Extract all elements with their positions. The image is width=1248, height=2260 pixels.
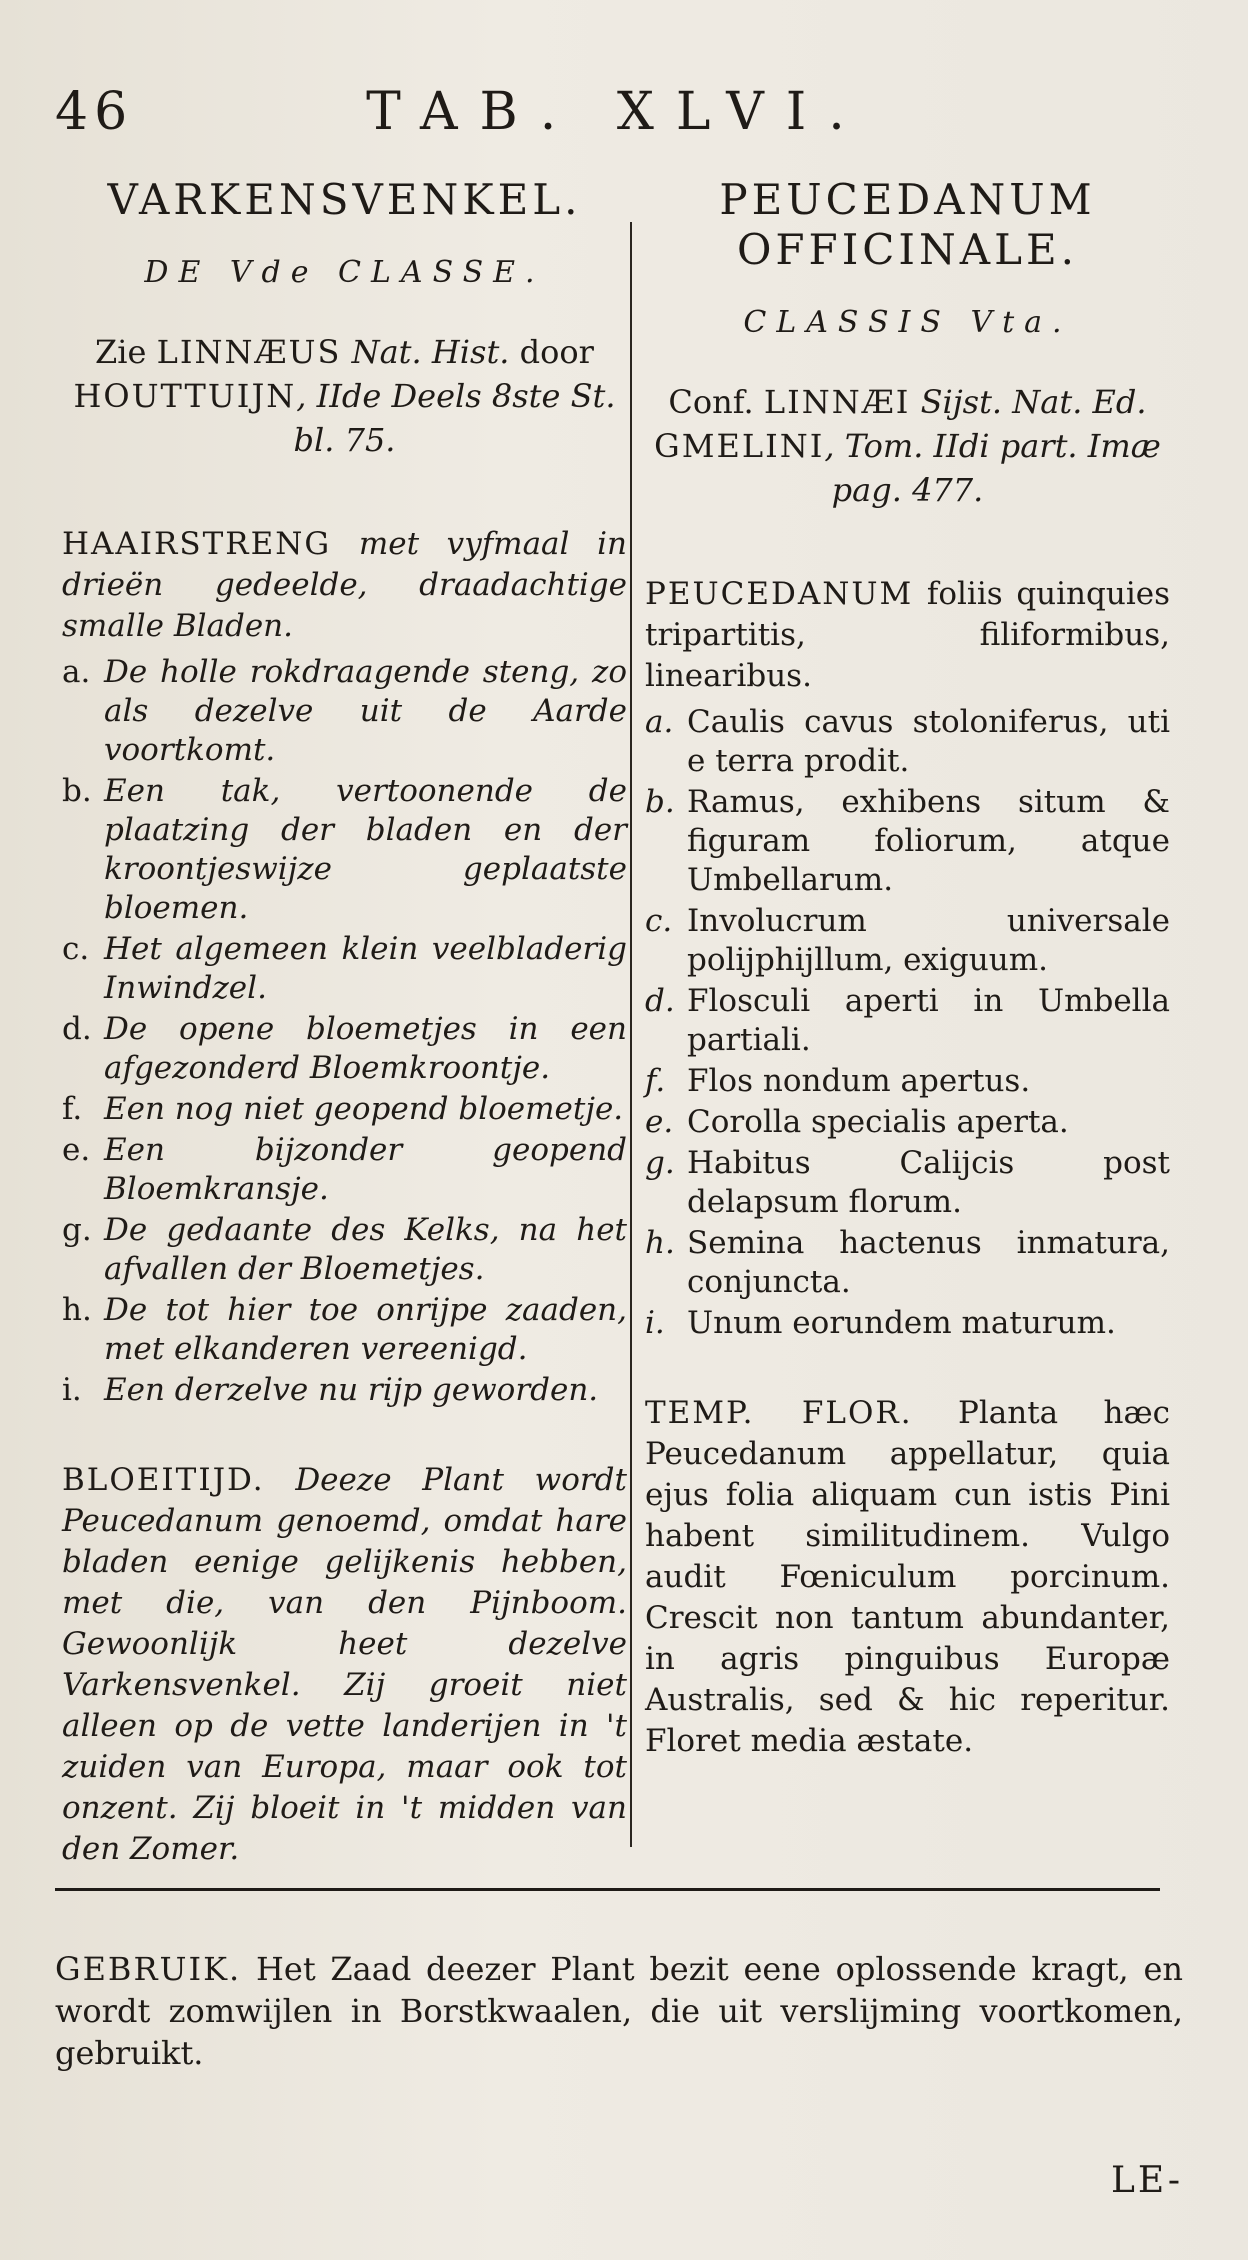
list-item: i. Unum eorundem maturum. [645,1305,1116,1341]
list-item: i. Een derzelve nu rijp geworden. [62,1372,599,1408]
list-item: e. Corolla specialis aperta. [645,1104,1069,1140]
horizontal-rule [55,1888,1160,1891]
latin-flowering-paragraph: TEMP. FLOR. Planta hæc Peucedanum appellatur, quia ejus folia aliquam cun istis Pini habent similitudinem. Vulgo audit Fœniculum porcinum. Crescit non tantum abundanter, in agris pinguibus Europæ Australis, sed & hic reperitur. Floret media æstate. [645,1395,1170,1759]
list-item: h. De tot hier toe onrijpe zaaden, met elkanderen vereenigd. [62,1292,627,1367]
page-header [55,82,1178,152]
list-item: c. Het algemeen klein veelbladerig Inwindzel. [62,931,627,1006]
plate-title: TAB. XLVI. [366,82,867,142]
page-number: 46 [55,82,134,142]
list-item: h. Semina hactenus inmatura, conjuncta. [645,1225,1170,1300]
list-item: f. Flos nondum apertus. [645,1063,1031,1099]
dutch-figure-list [62,653,627,1410]
latin-class-line: CLASSIS Vta. [743,305,1072,340]
list-item: f. Een nog niet geopend bloemetje. [62,1091,624,1127]
usage-paragraph: GEBRUIK. Het Zaad deezer Plant bezit eene oplossende kragt, en wordt zomwijlen in Borstkwaalen, die uit verslijming voortkomen, gebruikt. [55,1950,1183,2072]
latin-description: PEUCEDANUM foliis quinquies tripartitis, filiformibus, linearibus. [645,576,1170,694]
list-item: e. Een bijzonder geopend Bloemkransje. [62,1132,627,1207]
list-item: a. Caulis cavus stoloniferus, uti e terra prodit. [645,704,1170,779]
list-item: b. Een tak, vertoonende de plaatzing der bladen en der kroontjeswijze geplaatste bloemen. [62,773,627,926]
dutch-column [62,175,627,1870]
dutch-description: HAAIRSTRENG met vyfmaal in drieën gedeelde, draadachtige smalle Bladen. [62,526,627,644]
dutch-reference: Zie LINNÆUS Nat. Hist. door HOUTTUIJN, IIde Deels 8ste St. bl. 75. [73,333,616,459]
list-item: g. De gedaante des Kelks, na het afvallen der Bloemetjes. [62,1212,627,1287]
catchword: LE- [1110,2160,1183,2201]
dutch-flowering-paragraph: BLOEITIJD. Deeze Plant wordt Peucedanum genoemd, omdat hare bladen eenige gelijkenis hebben, met die, van den Pijnboom. Gewoonlijk heet dezelve Varkensvenkel. Zij groeit niet alleen op de vette landerijen in 't zuiden van Europa, maar ook tot onzent. Zij bloeit in 't midden van den Zomer. [62,1462,627,1867]
list-item: b. Ramus, exhibens situm & figuram foliorum, atque Umbellarum. [645,784,1170,898]
latin-reference: Conf. LINNÆI Sijst. Nat. Ed. GMELINI, Tom. IIdi part. Imæ pag. 477. [654,383,1161,509]
list-item: g. Habitus Calijcis post delapsum florum. [645,1145,1170,1220]
latin-column [645,175,1170,1762]
list-item: a. De holle rokdraagende steng, zo als dezelve uit de Aarde voortkomt. [62,654,627,768]
list-item: d. Flosculi aperti in Umbella partiali. [645,983,1170,1058]
dutch-plant-name: VARKENSVENKEL. [107,175,582,224]
dutch-class-line: DE Vde CLASSE. [144,255,545,290]
latin-figure-list [645,703,1170,1343]
latin-plant-name: PEUCEDANUM OFFICINALE. [719,175,1096,274]
list-item: d. De opene bloemetjes in een afgezonderd Bloemkroontje. [62,1011,627,1086]
column-divider [630,222,632,1847]
list-item: c. Involucrum universale polijphijllum, exiguum. [645,903,1170,978]
